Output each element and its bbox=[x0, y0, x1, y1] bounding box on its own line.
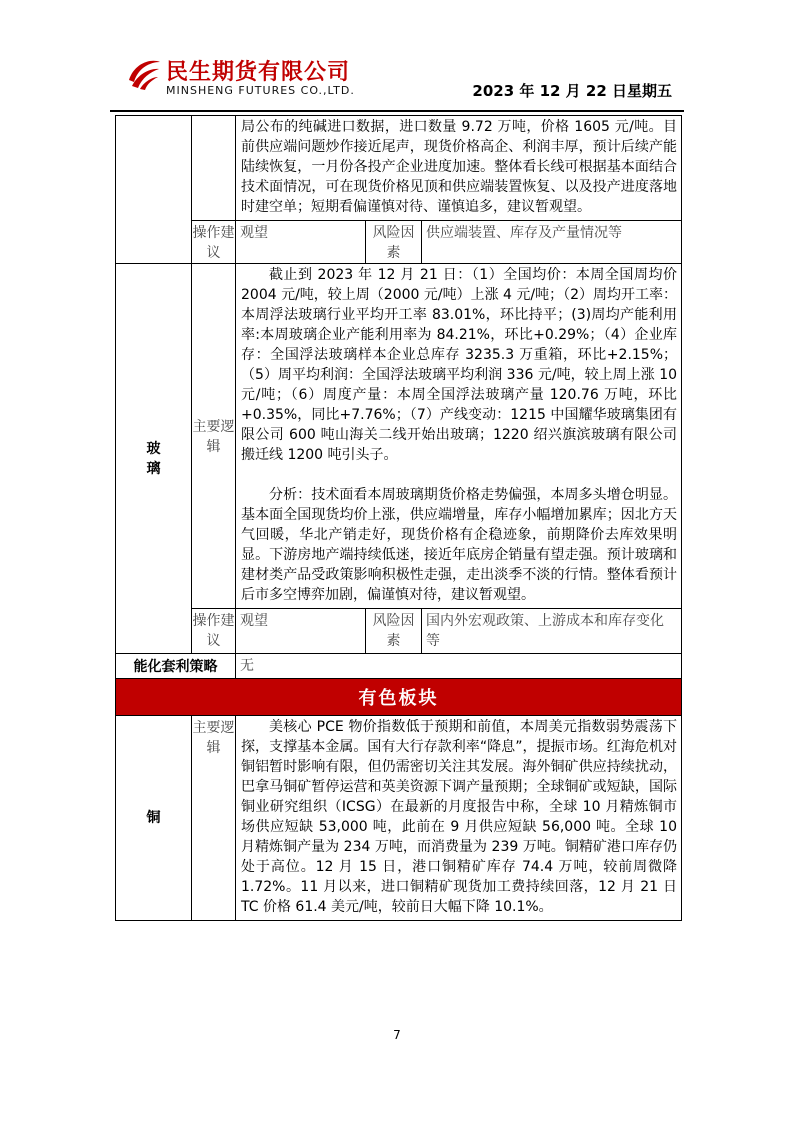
company-name-en: MINSHENG FUTURES CO.,LTD. bbox=[166, 84, 355, 97]
page-number: 7 bbox=[393, 1028, 401, 1042]
soda-risk-value: 供应端装置、库存及产量情况等 bbox=[422, 221, 682, 264]
company-name-cn: 民生期货有限公司 bbox=[166, 60, 351, 85]
minsheng-logo-icon bbox=[126, 56, 162, 92]
copper-logic-text bbox=[236, 716, 682, 921]
glass-logic-text bbox=[236, 264, 682, 609]
copper-logic-row bbox=[116, 716, 682, 921]
copper-category-label: 铜 bbox=[146, 810, 161, 826]
nonferrous-section-title: 有色板块 bbox=[116, 679, 682, 716]
soda-op-label: 操作建议 bbox=[192, 221, 236, 264]
glass-category-label: 玻璃 bbox=[146, 440, 161, 477]
soda-category-cell bbox=[116, 116, 192, 264]
glass-risk-label: 风险因素 bbox=[366, 609, 422, 654]
copper-logic-paragraph: 美核心 PCE 物价指数低于预期和前值，本周美元指数弱势震荡下探，支撑基本金属。国有大行存款利率“降息”，提振市场。红海危机对铜铝暂时影响有限，但仍需密切关注其发展。海外铜矿供应持续扰动，巴拿马铜矿暂停运营和英美资源下调产量预期；全球铜矿或短缺，国际铜业研究组织（ICSG）在最新的月度报告中称，全球 10 月精炼铜市场供应短缺 53,000 吨，此前在 9 月供应短缺 56,000 吨。全球 10 月精炼铜产量为 234 万吨，而消费量为 239 万吨。铜精矿港口库存仍处于高位。12 月 15 日，港口铜精矿库存 74.4 万吨，较前周微降 1.72%。11 月以来，进口铜精矿现货加工费持续回落，12 月 21 日 TC 价格 61.4 美元/吨，较前日大幅下降 10.1%。 bbox=[241, 719, 678, 915]
glass-data-paragraph: 截止到 2023 年 12 月 21 日：（1）全国均价：本周全国周均价 2004 元/吨，较上周（2000 元/吨）上涨 4 元/吨；（2）周均开工率：本周浮法玻璃行业平均开工率 83.01%，环比持平；(3)周均产能利用率:本周玻璃企业产能利用率为 84.21%，环比+0.29%；（4）企业库存：全国浮法玻璃样本企业总库存 3235.3 万重箱，环比+2.15%；（5）周平均利润：全国浮法玻璃平均利润 336 元/吨，较上周上涨 10 元/吨；（6）周度产量：本周全国浮法玻璃产量 120.76 万吨，环比+0.35%，同比+7.76%；（7）产线变动：1215 中国耀华玻璃集团有限公司 600 吨山海关二线开始出玻璃；1220 绍兴旗滨玻璃有限公司搬迁线 1200 吨引头子。 bbox=[241, 267, 678, 463]
soda-logic-paragraph: 局公布的纯碱进口数据，进口数量 9.72 万吨，价格 1605 元/吨。目前供应端问题炒作接近尾声，现货价格高企、利润丰厚，预计后续产能陆续恢复，一月份各投产企业进度加速。整体看长线可根据基本面结合技术面情况，可在现货价格见顶和供应端装置恢复、以及投产进度落地时建空单；短期看偏谨慎对待、谨慎追多，建议暂观望。 bbox=[241, 119, 678, 215]
glass-logic-label-text: 主要逻辑 bbox=[192, 419, 235, 455]
glass-op-label: 操作建议 bbox=[192, 609, 236, 654]
soda-logic-text bbox=[236, 116, 682, 221]
glass-logic-label bbox=[192, 264, 236, 609]
energy-arb-value: 无 bbox=[236, 654, 682, 679]
header-divider bbox=[110, 110, 684, 112]
glass-category-cell bbox=[116, 264, 192, 654]
glass-op-value: 观望 bbox=[236, 609, 366, 654]
nonferrous-section-row bbox=[116, 679, 682, 716]
energy-arb-row bbox=[116, 654, 682, 679]
energy-arb-label: 能化套利策略 bbox=[116, 654, 236, 679]
glass-analysis-paragraph: 分析：技术面看本周玻璃期货价格走势偏强，本周多头增仓明显。基本面全国现货均价上涨，供应端增量，库存小幅增加累库；因北方天气回暖，华北产销走好，现货价格有企稳迹象，前期降价去库效果明显。下游房地产端持续低迷，接近年底房企销量有望走强。预计玻璃和建材类产品受政策影响积极性走强，走出淡季不淡的行情。整体看预计后市多空博弈加剧，偏谨慎对待，建议暂观望。 bbox=[241, 487, 678, 603]
report-date: 2023 年 12 月 22 日星期五 bbox=[472, 82, 672, 100]
soda-advice-row bbox=[116, 221, 682, 264]
soda-logic-row bbox=[116, 116, 682, 221]
soda-risk-label: 风险因素 bbox=[366, 221, 422, 264]
strategy-table bbox=[115, 115, 682, 921]
soda-logic-label-cell bbox=[192, 116, 236, 221]
soda-op-value: 观望 bbox=[236, 221, 366, 264]
glass-risk-value: 国内外宏观政策、上游成本和库存变化等 bbox=[422, 609, 682, 654]
copper-logic-label: 主要逻辑 bbox=[192, 716, 236, 921]
copper-category-cell bbox=[116, 716, 192, 921]
page-header bbox=[0, 0, 794, 118]
glass-logic-row bbox=[116, 264, 682, 609]
glass-advice-row bbox=[116, 609, 682, 654]
